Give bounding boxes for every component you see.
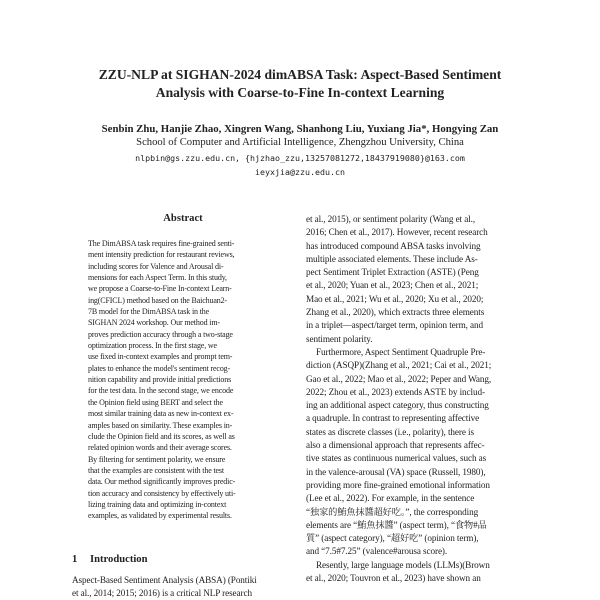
intro-line: et al., 2014; 2015; 2016) is a critical NLP research	[72, 588, 252, 599]
body-line: et al., 2020; Yuan et al., 2023; Chen et al., 2021;	[306, 280, 479, 291]
abstract-body	[88, 238, 278, 522]
example-sentence-line: “独家的鮪魚抹醬超好吃。”, the corresponding	[306, 506, 479, 517]
body-line: et al., 2015), or sentiment polarity (Wang et al.,	[306, 214, 476, 224]
body-line: Gao et al., 2022; Mao et al., 2022; Peper and Wang,	[306, 373, 492, 384]
abstract-line: related opinion words and their average scores.	[88, 443, 232, 453]
body-line: diction (ASQP)(Zhang et al., 2021; Cai et al., 2021;	[306, 360, 492, 371]
paper-title	[60, 66, 540, 102]
section-number: 1	[72, 554, 78, 565]
abstract-line: SIGHAN 2024 workshop. Our method im-	[88, 318, 220, 328]
abstract-line: examples, as validated by experimental results.	[88, 511, 232, 521]
author-list: Senbin Zhu, Hanjie Zhao, Xingren Wang, Shanhong Liu, Yuxiang Jia*, Hongying Zan	[101, 123, 499, 135]
abstract-line: for the test data. In the second stage, we encode	[88, 386, 234, 396]
abstract-line: tion accuracy and consistency by effectively uti-	[88, 488, 236, 498]
abstract-line: clude the Opinion field and its scores, as well as	[88, 431, 235, 441]
body-line: Mao et al., 2021; Wu et al., 2020; Xu et al., 2020;	[306, 293, 484, 304]
abstract-line: plates to enhance the model's sentiment recog-	[88, 363, 231, 373]
email-line: ieyxjia@zzu.edu.cn	[255, 167, 345, 177]
introduction-heading	[72, 553, 292, 567]
body-line: multiple associated elements. These include As-	[306, 253, 478, 264]
abstract-line: we propose a Coarse-to-Fine In-context Learn-	[88, 284, 232, 294]
abstract-line: ment intensity prediction for restaurant reviews,	[88, 250, 235, 260]
abstract-line: lizing training data and optimizing in-context	[88, 499, 227, 509]
email-line: nlpbin@gs.zzu.edu.cn, {hjzhao_zzu,13257081272,18437919080}@163.com	[135, 153, 465, 163]
body-line: tive states as continuous numerical values, such as	[306, 453, 487, 464]
body-line: in a triplet—aspect/target term, opinion term, and	[306, 320, 483, 331]
intro-line: Aspect-Based Sentiment Analysis (ABSA) (Pontiki	[72, 575, 257, 585]
body-line: has introduced compound ABSA tasks involving	[306, 240, 481, 251]
abstract-line: amples based on similarity. These examples in-	[88, 420, 233, 430]
abstract-line: most similar training data as new in-context ex-	[88, 409, 234, 419]
abstract-heading: Abstract	[163, 213, 203, 224]
body-line: also a dimensional approach that represents affec-	[306, 440, 485, 451]
abstract-line: proves prediction accuracy through a two-stage	[88, 329, 233, 339]
body-line: a quadruple. In contrast to representing affective	[306, 413, 480, 424]
body-line: Resently, large language models (LLMs)(Brown	[316, 559, 490, 570]
body-line: 2016; Chen et al., 2017). However, recent research	[306, 227, 488, 238]
abstract-line: ing(CFICL) method based on the Baichuan2-	[88, 295, 227, 305]
body-line: and “7.5#7.25” (valence#arousa score).	[306, 546, 448, 557]
abstract-line: nition capability and provide initial predictions	[88, 375, 232, 385]
abstract-line: mensions for each Aspect Term. In this study,	[88, 273, 227, 283]
affiliation: School of Computer and Artificial Intelligence, Zhengzhou University, China	[136, 137, 464, 148]
abstract-line: optimization process. In the first stage, we	[88, 341, 217, 351]
abstract-line: the Opinion field using BERT and select the	[88, 397, 223, 407]
abstract-line: including scores for Valence and Arousal di-	[88, 261, 224, 271]
body-line: in the valence-arousal (VA) space (Russell, 1980),	[306, 466, 486, 477]
abstract-line: The DimABSA task requires fine-grained senti-	[88, 239, 235, 248]
body-line: (Lee et al., 2022). For example, in the sentence	[306, 493, 475, 504]
introduction-body	[72, 574, 294, 600]
abstract-line: By filtering for sentiment polarity, we ensure	[88, 454, 226, 464]
right-column-body	[306, 213, 532, 585]
title-line: ZZU-NLP at SIGHAN-2024 dimABSA Task: Aspect-Based Sentiment	[98, 67, 502, 82]
abstract-line: 7B model for the DimABSA task in the	[88, 307, 210, 317]
body-line: et al., 2020; Touvron et al., 2023) have shown an	[306, 573, 481, 584]
body-line: sentiment polarity.	[306, 333, 373, 344]
body-line: ing an additional aspect category, thus constructing	[306, 400, 489, 411]
example-elements-line: 質” (aspect category), “超好吃” (opinion term),	[306, 533, 479, 544]
title-line: Analysis with Coarse-to-Fine In-context Learning	[155, 85, 445, 100]
body-line: Zhang et al., 2020), which extracts three elements	[306, 307, 485, 318]
example-elements-line: elements are “鮪魚抹醬” (aspect term), “食物#品	[306, 519, 487, 530]
body-line: Furthermore, Aspect Sentiment Quadruple Pre-	[316, 346, 486, 357]
body-line: 2022; Zhou et al., 2023) extends ASTE by includ-	[306, 386, 485, 397]
body-line: providing more fine-grained emotional information	[306, 479, 490, 490]
abstract-line: use fixed in-context examples and prompt tem-	[88, 352, 233, 362]
body-line: pect Sentiment Triplet Extraction (ASTE) (Peng	[306, 267, 479, 278]
abstract-line: data. Our method significantly improves predic-	[88, 477, 236, 487]
abstract-line: that the examples are consistent with the test	[88, 465, 224, 475]
body-line: states as discrete classes (i.e., polarity), there is	[306, 426, 474, 437]
section-title: Introduction	[90, 554, 148, 565]
